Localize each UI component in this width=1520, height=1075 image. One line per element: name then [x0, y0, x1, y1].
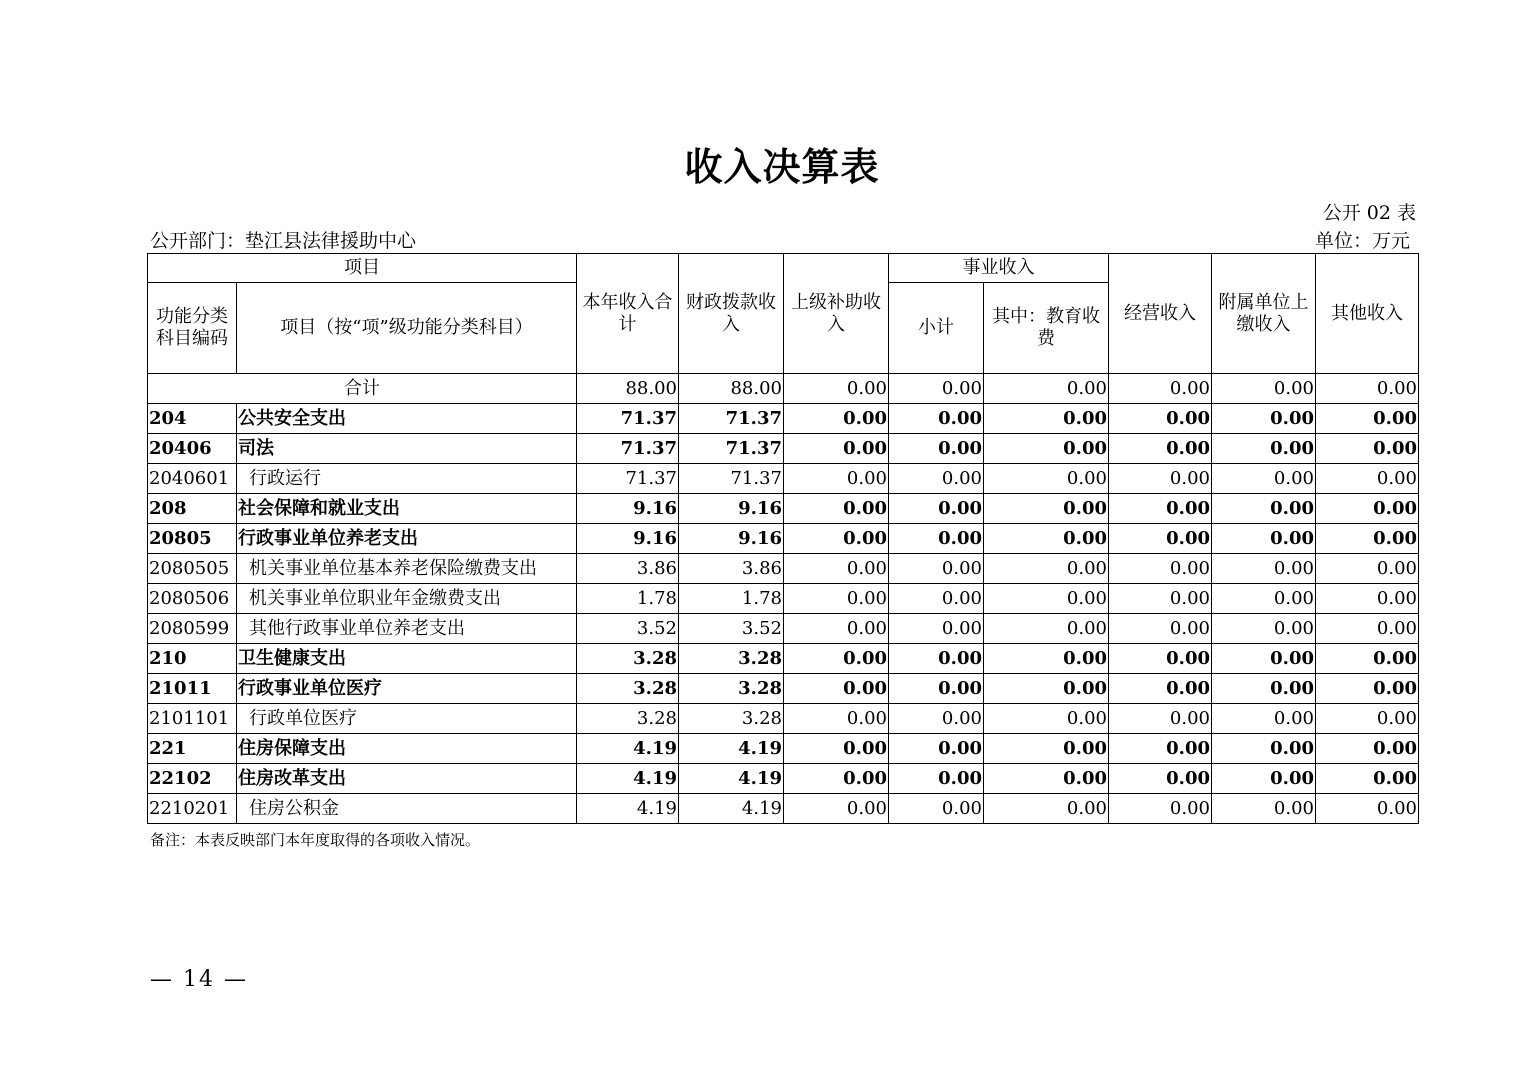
table-row	[148, 494, 1419, 524]
table-row	[148, 434, 1419, 464]
row-value: 0.00	[889, 554, 984, 584]
total-cell: 88.00	[577, 374, 679, 404]
row-value: 0.00	[984, 404, 1109, 434]
row-value: 0.00	[1109, 464, 1212, 494]
row-value: 0.00	[984, 614, 1109, 644]
row-value: 0.00	[1316, 404, 1419, 434]
row-value: 71.37	[577, 464, 679, 494]
table-row	[148, 614, 1419, 644]
row-name: 住房保障支出	[237, 734, 577, 764]
header-education: 其中：教育收费	[984, 283, 1109, 374]
row-code: 208	[148, 494, 237, 524]
row-value: 0.00	[1316, 464, 1419, 494]
row-value: 0.00	[1212, 734, 1316, 764]
header-func-code: 功能分类科目编码	[148, 283, 237, 374]
row-code: 20406	[148, 434, 237, 464]
row-value: 0.00	[984, 674, 1109, 704]
row-value: 9.16	[577, 524, 679, 554]
row-value: 0.00	[1109, 644, 1212, 674]
row-value: 0.00	[889, 494, 984, 524]
row-code: 22102	[148, 764, 237, 794]
row-value: 4.19	[679, 734, 784, 764]
row-value: 0.00	[784, 554, 889, 584]
row-value: 0.00	[1316, 614, 1419, 644]
row-value: 0.00	[1109, 434, 1212, 464]
row-value: 0.00	[984, 464, 1109, 494]
row-value: 0.00	[1109, 614, 1212, 644]
row-value: 0.00	[1212, 554, 1316, 584]
row-value: 0.00	[1316, 524, 1419, 554]
row-value: 9.16	[679, 524, 784, 554]
table-row	[148, 704, 1419, 734]
row-value: 0.00	[784, 674, 889, 704]
table-row	[148, 794, 1419, 824]
row-value: 0.00	[1212, 434, 1316, 464]
row-value: 0.00	[889, 674, 984, 704]
row-value: 0.00	[784, 494, 889, 524]
row-value: 0.00	[984, 434, 1109, 464]
header-affiliated: 附属单位上缴收入	[1212, 254, 1316, 374]
row-name: 机关事业单位职业年金缴费支出	[237, 584, 577, 614]
row-value: 0.00	[889, 794, 984, 824]
page-title: 收入决算表	[684, 144, 880, 189]
row-value: 71.37	[577, 434, 679, 464]
row-value: 0.00	[1109, 674, 1212, 704]
row-value: 0.00	[889, 584, 984, 614]
row-value: 0.00	[984, 494, 1109, 524]
row-value: 0.00	[1212, 704, 1316, 734]
row-value: 3.52	[679, 614, 784, 644]
row-value: 71.37	[679, 434, 784, 464]
row-value: 9.16	[577, 494, 679, 524]
row-value: 0.00	[1316, 764, 1419, 794]
row-code: 2101101	[148, 704, 237, 734]
row-value: 0.00	[1316, 644, 1419, 674]
row-value: 0.00	[1212, 614, 1316, 644]
row-name: 行政单位医疗	[237, 704, 577, 734]
row-code: 2040601	[148, 464, 237, 494]
row-value: 3.28	[577, 674, 679, 704]
row-value: 0.00	[889, 464, 984, 494]
row-value: 0.00	[1109, 704, 1212, 734]
row-value: 0.00	[784, 464, 889, 494]
total-cell: 0.00	[984, 374, 1109, 404]
row-value: 0.00	[889, 644, 984, 674]
row-value: 0.00	[1109, 794, 1212, 824]
table-row	[148, 734, 1419, 764]
total-cell: 0.00	[1316, 374, 1419, 404]
row-value: 0.00	[1212, 644, 1316, 674]
row-value: 9.16	[679, 494, 784, 524]
header-project-name: 项目（按“项”级功能分类科目）	[237, 283, 577, 374]
page-number: — 14 —	[150, 967, 248, 992]
table-row	[148, 674, 1419, 704]
row-value: 0.00	[889, 734, 984, 764]
row-value: 0.00	[1109, 584, 1212, 614]
row-value: 0.00	[1109, 764, 1212, 794]
row-value: 0.00	[784, 644, 889, 674]
header-subtotal: 小计	[889, 283, 984, 374]
row-code: 20805	[148, 524, 237, 554]
row-value: 0.00	[1212, 584, 1316, 614]
total-cell: 0.00	[889, 374, 984, 404]
row-value: 0.00	[984, 524, 1109, 554]
row-value: 0.00	[984, 554, 1109, 584]
total-label: 合计	[148, 374, 577, 404]
header-project: 项目	[148, 254, 577, 283]
row-value: 3.28	[679, 674, 784, 704]
row-value: 0.00	[1316, 794, 1419, 824]
header-total: 本年收入合计	[577, 254, 679, 374]
header-business: 经营收入	[1109, 254, 1212, 374]
row-value: 0.00	[784, 704, 889, 734]
row-name: 社会保障和就业支出	[237, 494, 577, 524]
header-other: 其他收入	[1316, 254, 1419, 374]
table-row	[148, 764, 1419, 794]
row-value: 1.78	[679, 584, 784, 614]
row-value: 0.00	[784, 734, 889, 764]
table-row	[148, 644, 1419, 674]
row-value: 3.28	[679, 704, 784, 734]
row-value: 0.00	[889, 404, 984, 434]
total-row	[148, 374, 1419, 404]
row-value: 0.00	[784, 584, 889, 614]
row-value: 3.28	[577, 644, 679, 674]
row-code: 21011	[148, 674, 237, 704]
row-value: 0.00	[1109, 404, 1212, 434]
row-value: 0.00	[1109, 554, 1212, 584]
row-name: 住房公积金	[237, 794, 577, 824]
row-value: 0.00	[1109, 494, 1212, 524]
row-code: 2080505	[148, 554, 237, 584]
row-value: 0.00	[1316, 434, 1419, 464]
row-value: 0.00	[889, 524, 984, 554]
row-value: 0.00	[1109, 524, 1212, 554]
table-row	[148, 584, 1419, 614]
row-value: 0.00	[1316, 704, 1419, 734]
table-row	[148, 554, 1419, 584]
row-value: 0.00	[984, 734, 1109, 764]
row-value: 0.00	[984, 794, 1109, 824]
row-value: 4.19	[577, 764, 679, 794]
row-value: 3.86	[577, 554, 679, 584]
row-value: 0.00	[984, 644, 1109, 674]
row-value: 71.37	[679, 404, 784, 434]
row-value: 4.19	[679, 764, 784, 794]
header-career: 事业收入	[889, 254, 1109, 283]
row-value: 0.00	[1212, 494, 1316, 524]
row-value: 0.00	[1316, 554, 1419, 584]
table-note: 备注：本表反映部门本年度取得的各项收入情况。	[150, 831, 481, 849]
row-name: 行政事业单位医疗	[237, 674, 577, 704]
row-name: 住房改革支出	[237, 764, 577, 794]
row-value: 0.00	[984, 764, 1109, 794]
row-value: 3.28	[679, 644, 784, 674]
total-cell: 0.00	[1212, 374, 1316, 404]
row-value: 0.00	[1212, 794, 1316, 824]
row-value: 0.00	[1212, 764, 1316, 794]
row-value: 0.00	[889, 614, 984, 644]
table-code: 公开 02 表	[1322, 202, 1416, 224]
row-name: 卫生健康支出	[237, 644, 577, 674]
row-value: 0.00	[1109, 734, 1212, 764]
row-value: 0.00	[1212, 674, 1316, 704]
row-value: 0.00	[784, 524, 889, 554]
row-code: 204	[148, 404, 237, 434]
income-table	[147, 253, 1419, 824]
row-code: 221	[148, 734, 237, 764]
row-value: 0.00	[984, 704, 1109, 734]
row-name: 司法	[237, 434, 577, 464]
row-value: 0.00	[1212, 464, 1316, 494]
row-value: 3.28	[577, 704, 679, 734]
row-value: 3.86	[679, 554, 784, 584]
row-value: 3.52	[577, 614, 679, 644]
row-value: 0.00	[784, 404, 889, 434]
row-code: 210	[148, 644, 237, 674]
row-value: 0.00	[1316, 734, 1419, 764]
header-superior: 上级补助收入	[784, 254, 889, 374]
total-cell: 0.00	[784, 374, 889, 404]
row-value: 0.00	[1212, 524, 1316, 554]
table-row	[148, 404, 1419, 434]
unit-label: 单位：万元	[1314, 230, 1410, 252]
row-value: 0.00	[784, 434, 889, 464]
total-cell: 88.00	[679, 374, 784, 404]
row-value: 4.19	[577, 734, 679, 764]
row-value: 0.00	[1316, 674, 1419, 704]
total-cell: 0.00	[1109, 374, 1212, 404]
row-value: 0.00	[889, 434, 984, 464]
row-name: 公共安全支出	[237, 404, 577, 434]
row-code: 2210201	[148, 794, 237, 824]
department-label: 公开部门：垫江县法律援助中心	[150, 230, 417, 252]
row-code: 2080599	[148, 614, 237, 644]
row-value: 71.37	[679, 464, 784, 494]
row-value: 0.00	[1316, 494, 1419, 524]
row-value: 0.00	[784, 794, 889, 824]
table-row	[148, 524, 1419, 554]
row-name: 行政事业单位养老支出	[237, 524, 577, 554]
row-value: 0.00	[889, 764, 984, 794]
row-value: 0.00	[889, 704, 984, 734]
row-name: 行政运行	[237, 464, 577, 494]
row-value: 0.00	[784, 764, 889, 794]
row-code: 2080506	[148, 584, 237, 614]
row-value: 4.19	[679, 794, 784, 824]
row-value: 0.00	[984, 584, 1109, 614]
row-value: 0.00	[784, 614, 889, 644]
table-body	[148, 374, 1419, 824]
header-fiscal: 财政拨款收入	[679, 254, 784, 374]
row-value: 0.00	[1212, 404, 1316, 434]
row-name: 机关事业单位基本养老保险缴费支出	[237, 554, 577, 584]
row-value: 1.78	[577, 584, 679, 614]
row-value: 71.37	[577, 404, 679, 434]
table-row	[148, 464, 1419, 494]
row-value: 0.00	[1316, 584, 1419, 614]
row-value: 4.19	[577, 794, 679, 824]
row-name: 其他行政事业单位养老支出	[237, 614, 577, 644]
